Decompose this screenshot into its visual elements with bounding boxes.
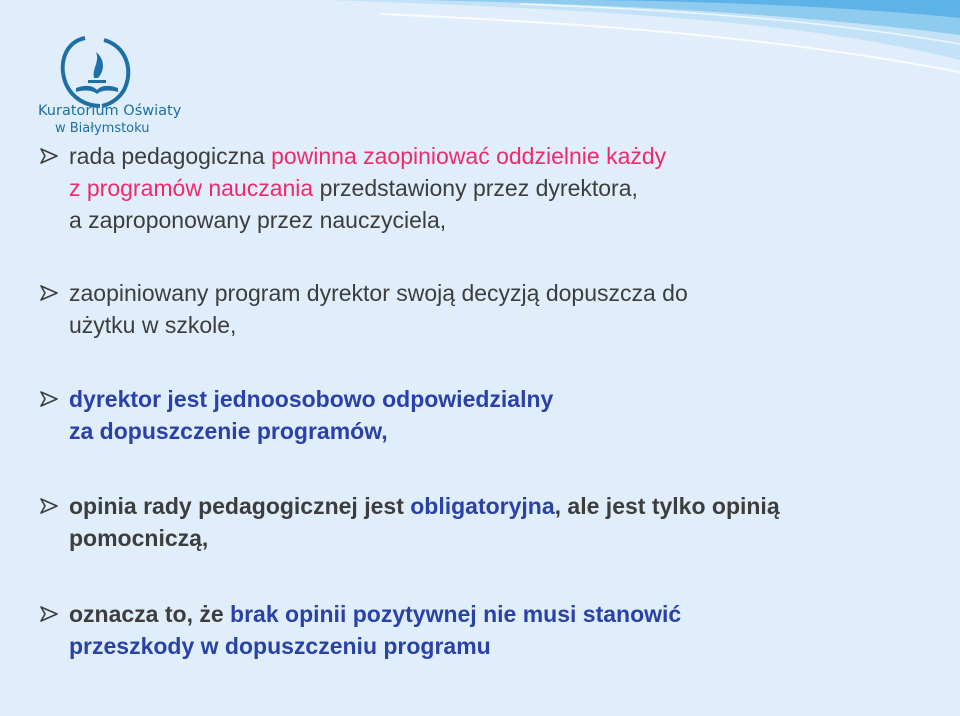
arrow-bullet-icon (40, 391, 58, 407)
bullet-line (69, 630, 940, 662)
bullet-line (69, 140, 940, 172)
logo-line2: w Białymstoku (55, 121, 150, 136)
bullet-line (69, 172, 940, 204)
bullet-item (40, 598, 940, 662)
bullet-segment: pomocniczą, (69, 525, 209, 551)
bullet-segment: brak opinii pozytywnej nie musi stanowić (230, 601, 682, 627)
bullet-line (69, 490, 940, 522)
bullet-segment: za dopuszczenie programów, (69, 418, 388, 444)
bullet-segment: powinna zaopiniować oddzielnie każdy (271, 143, 667, 169)
bullet-line (69, 309, 940, 341)
arrow-bullet-icon (40, 285, 58, 301)
bullet-item (40, 277, 940, 341)
bullet-text (69, 490, 940, 554)
bullet-text (69, 277, 940, 341)
arrow-bullet-icon (40, 606, 58, 622)
bullet-item (40, 383, 940, 447)
arrow-bullet-icon (40, 498, 58, 514)
bullet-segment: zaopiniowany program dyrektor swoją decyzją dopuszcza do (69, 280, 688, 306)
bullet-segment: użytku w szkole, (69, 312, 237, 338)
bullet-line (69, 415, 940, 447)
bullet-segment: przeszkody w dopuszczeniu programu (69, 633, 491, 659)
bullet-text (69, 140, 940, 236)
bullet-text (69, 383, 940, 447)
bullet-text (69, 598, 940, 662)
logo-wordmark (38, 103, 182, 137)
bullet-line (69, 383, 940, 415)
bullet-item (40, 140, 940, 236)
arrow-bullet-icon (40, 148, 58, 164)
bullet-segment: obligatoryjna (410, 493, 555, 519)
bullet-segment: opinia rady pedagogicznej jest (69, 493, 411, 519)
bullet-segment: dyrektor jest jednoosobowo odpowiedzialny (69, 386, 554, 412)
logo-line1: Kuratorium Oświaty (38, 103, 182, 119)
bullet-segment: przedstawiony przez dyrektora, (319, 175, 638, 201)
bullet-line (69, 598, 940, 630)
bullet-item (40, 490, 940, 554)
bullet-segment: oznacza to, że (69, 601, 231, 627)
bullet-segment: a zaproponowany przez nauczyciela, (69, 207, 447, 233)
bullet-segment: z programów nauczania (69, 175, 320, 201)
bullet-line (69, 522, 940, 554)
bullet-segment: , ale jest tylko opinią (554, 493, 780, 519)
bullet-segment: rada pedagogiczna (69, 143, 272, 169)
bullet-line (69, 204, 940, 236)
bullet-line (69, 277, 940, 309)
